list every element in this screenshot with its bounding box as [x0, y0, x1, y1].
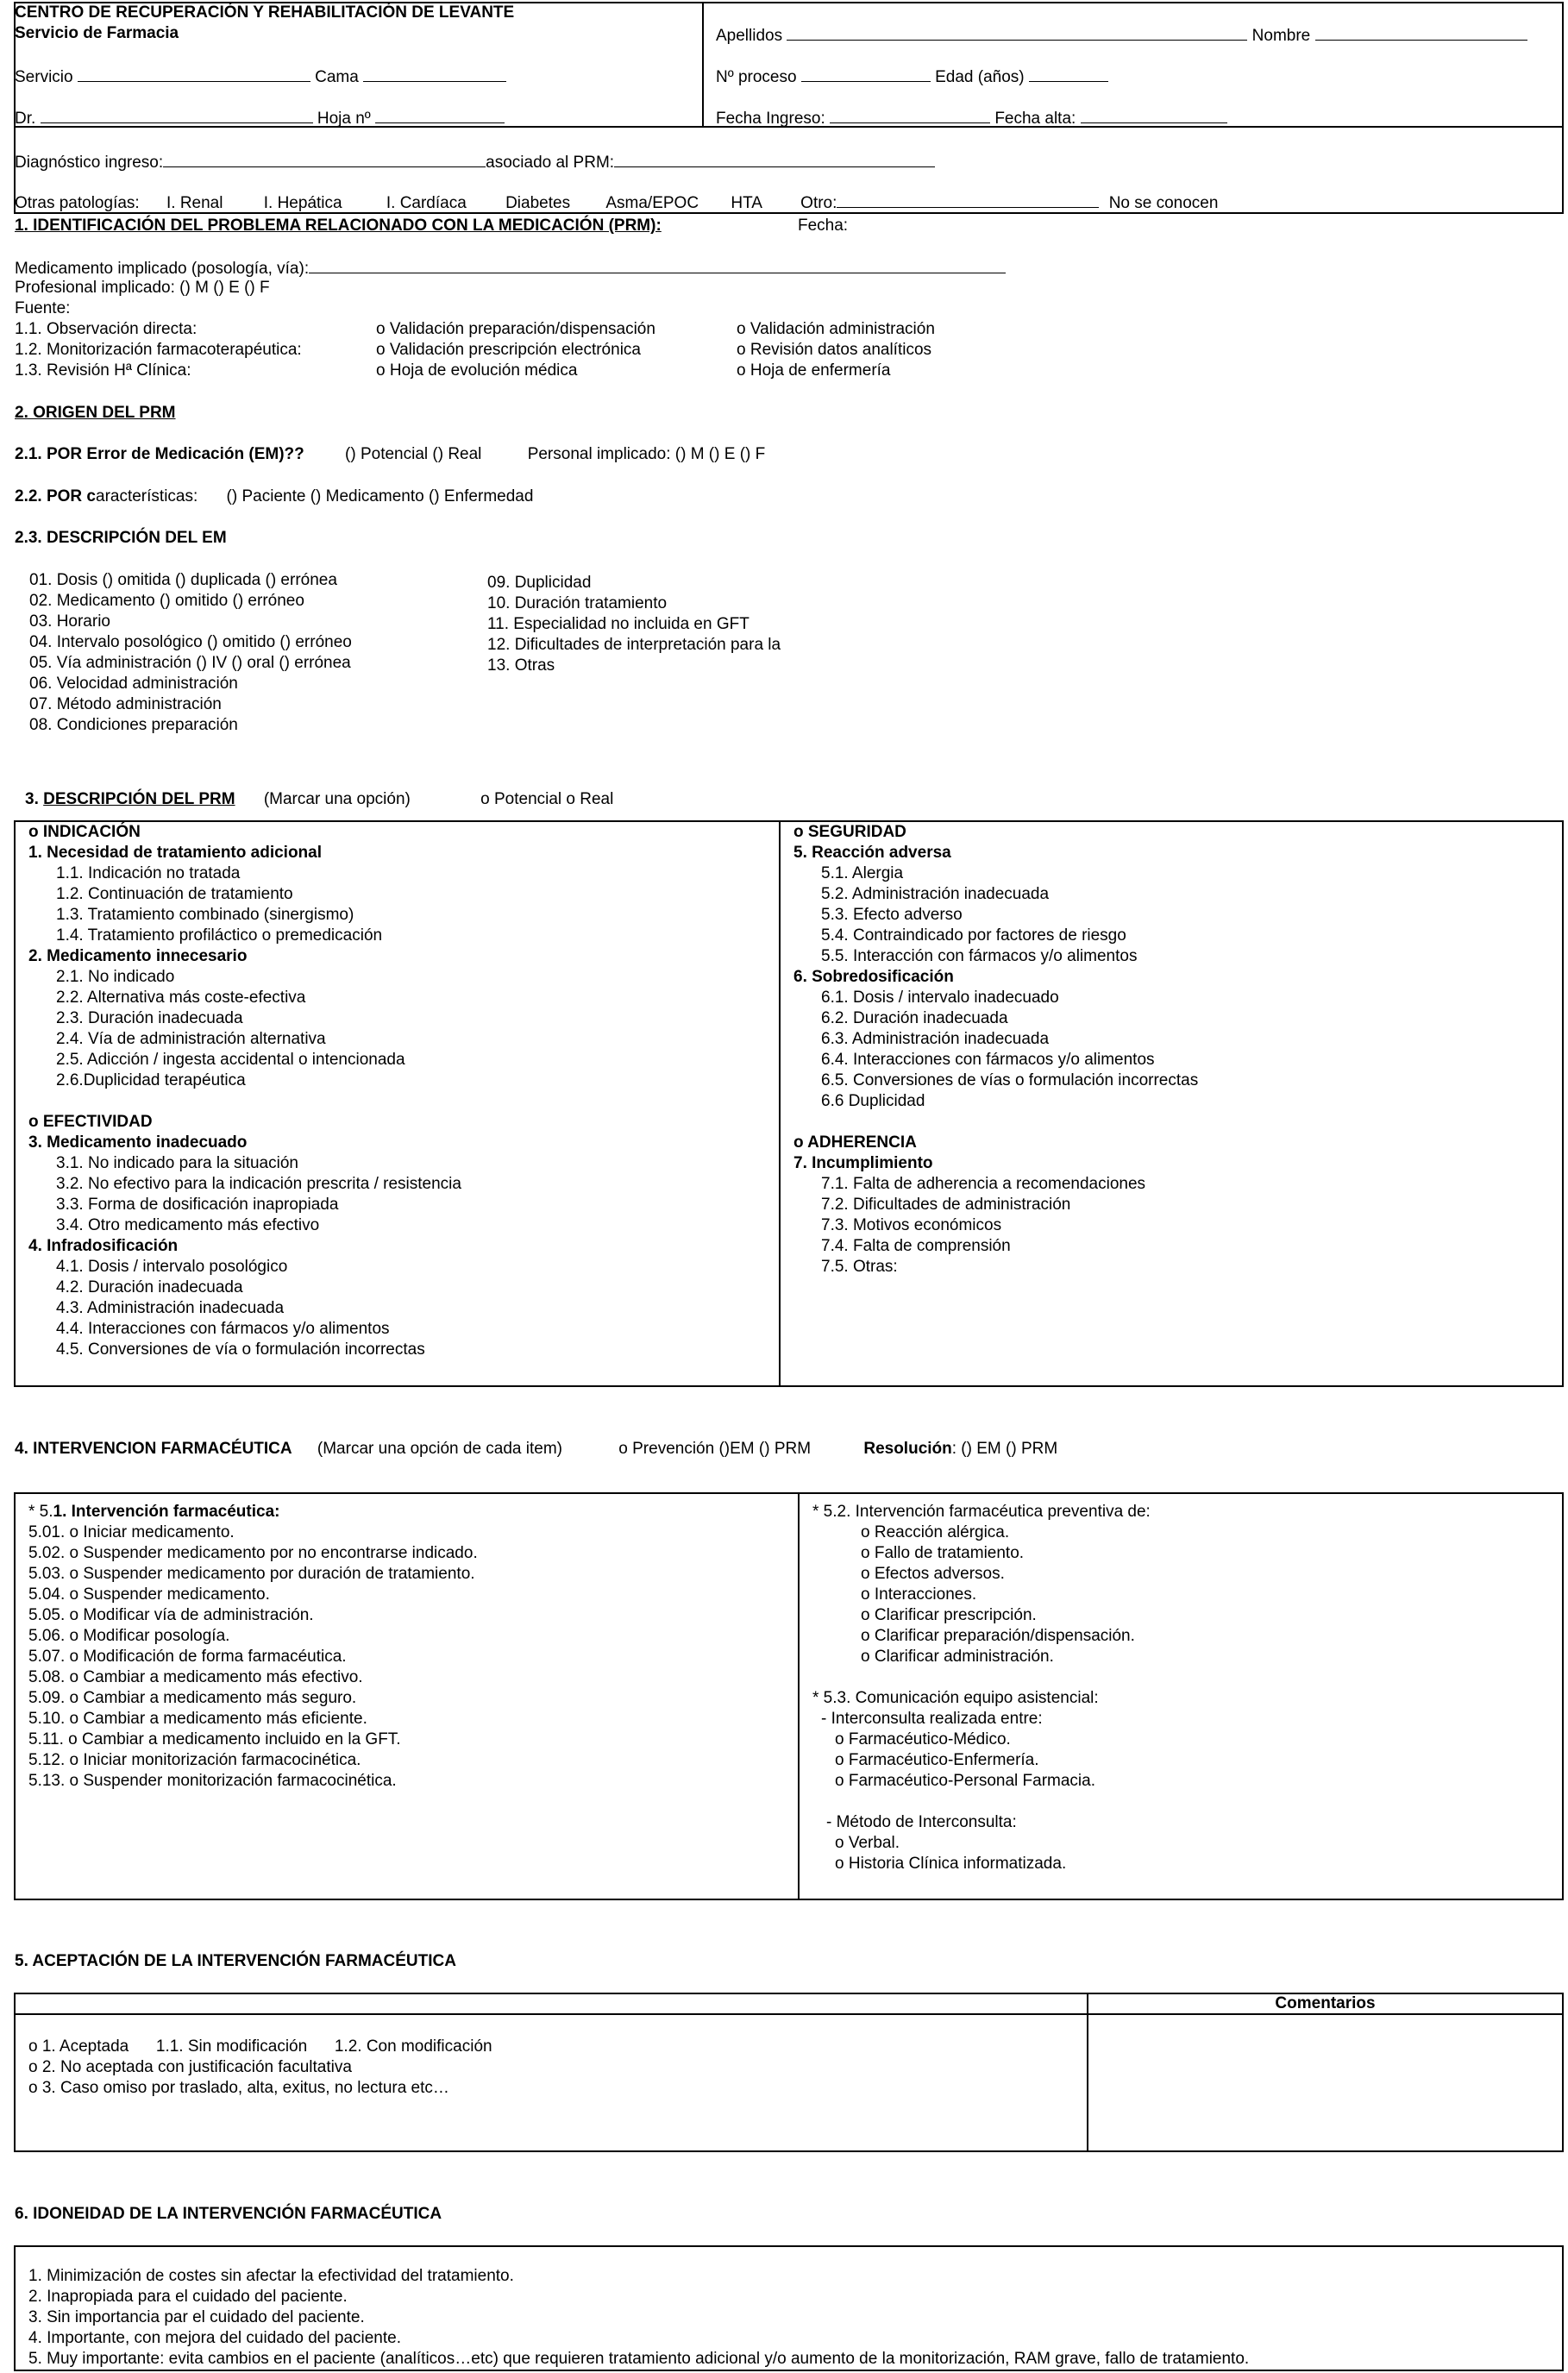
intervention-right [812, 1502, 1151, 1874]
prm-right-item-13[interactable]: 6.6 Duplicidad [821, 1092, 925, 1110]
resolucion-options: : () EM () PRM [951, 1440, 1058, 1458]
dr-line [41, 107, 313, 123]
int-5-01[interactable]: 5.01. o Iniciar medicamento. [28, 1523, 235, 1541]
section1-title: 1. IDENTIFICACIÓN DEL PROBLEMA RELACIONADO CON LA MEDICACIÓN (PRM): [15, 217, 662, 235]
section4-header [15, 1439, 1057, 1460]
fecha-alta-line [1081, 107, 1227, 123]
pat-diabetes[interactable]: Diabetes [505, 194, 571, 212]
int-5-07[interactable]: 5.07. o Modificación de forma farmacéutica. [28, 1648, 347, 1666]
comm-personal[interactable]: o Farmacéutico-Personal Farmacia. [835, 1772, 1095, 1790]
apellidos-field[interactable] [716, 24, 1527, 47]
prev-fallo[interactable]: o Fallo de tratamiento. [861, 1544, 1025, 1562]
method-head: - Método de Interconsulta: [826, 1813, 1017, 1831]
edad-label: Edad (años) [935, 68, 1025, 86]
hoja-line [375, 107, 505, 123]
prm-left-item-24[interactable]: 4.4. Interacciones con fármacos y/o alimentos [56, 1320, 390, 1338]
acceptance-options [28, 2037, 492, 2099]
servicio-label: Servicio [15, 68, 73, 86]
prev-reaccion[interactable]: o Reacción alérgica. [861, 1523, 1010, 1541]
section3-hint: (Marcar una opción) [263, 790, 411, 808]
diagnostico-field[interactable] [15, 151, 935, 173]
proceso-label: Nº proceso [716, 68, 797, 86]
prm-left-item-16[interactable]: 3.1. No indicado para la situación [56, 1154, 298, 1172]
fecha-ingreso-label: Fecha Ingreso: [716, 110, 825, 128]
prm-right-item-8[interactable]: 6.1. Dosis / intervalo inadecuado [821, 989, 1059, 1007]
profesional-row[interactable]: Profesional implicado: () M () E () F [15, 279, 270, 297]
prm-right-item-18[interactable]: 7.2. Dificultades de administración [821, 1196, 1071, 1214]
section3-title: DESCRIPCIÓN DEL PRM [43, 790, 235, 808]
intervention-left [28, 1502, 478, 1792]
prm-right-item-5[interactable]: 5.4. Contraindicado por factores de riesgo [821, 926, 1126, 945]
resolucion-label: Resolución [863, 1440, 952, 1458]
section5-title: 5. ACEPTACIÓN DE LA INTERVENCIÓN FARMACÉUTICA [15, 1952, 456, 1970]
prm-left-item-1: 1. Necesidad de tratamiento adicional [28, 844, 322, 862]
em-10[interactable]: 10. Duración tratamiento [487, 594, 668, 612]
diagnostico-line [163, 151, 486, 167]
prm-right-item-19[interactable]: 7.3. Motivos económicos [821, 1216, 1002, 1234]
pat-cardiaca[interactable]: I. Cardíaca [386, 194, 467, 212]
apellidos-line [787, 24, 1247, 41]
fuente-col-1 [15, 319, 302, 381]
intervention-divider [798, 1492, 800, 1900]
accept-aceptada[interactable]: o 1. Aceptada 1.1. Sin modificación 1.2. Con modificación [28, 2037, 492, 2056]
prev-efectos[interactable]: o Efectos adversos. [861, 1565, 1005, 1583]
comm-medico[interactable]: o Farmacéutico-Médico. [835, 1730, 1011, 1748]
prm-left-item-18[interactable]: 3.3. Forma de dosificación inapropiada [56, 1196, 339, 1214]
dr-label: Dr. [15, 110, 36, 128]
int-5-13[interactable]: 5.13. o Suspender monitorización farmacocinética. [28, 1772, 397, 1790]
prm-left-item-25[interactable]: 4.5. Conversiones de vía o formulación incorrectas [56, 1340, 425, 1359]
section1-fecha: Fecha: [798, 217, 849, 235]
int-5-03[interactable]: 5.03. o Suspender medicamento por duración de tratamiento. [28, 1565, 475, 1583]
em-11[interactable]: 11. Especialidad no incluida en GFT [487, 615, 750, 633]
head-a: * 5. [28, 1503, 53, 1521]
prm-right-item-11[interactable]: 6.4. Interacciones con fármacos y/o alimentos [821, 1051, 1155, 1069]
pat-no-se-conocen[interactable]: No se conocen [1108, 194, 1219, 212]
opt-validacion-preparacion[interactable]: o Validación preparación/dispensación [376, 320, 655, 338]
em-07[interactable]: 07. Método administración [29, 695, 222, 713]
cama-label: Cama [315, 68, 359, 86]
options-2-2[interactable]: () Paciente () Medicamento () Enfermedad [226, 487, 534, 505]
section4-prevencion[interactable]: o Prevención ()EM () PRM [618, 1440, 812, 1458]
prm-right-item-2[interactable]: 5.1. Alergia [821, 864, 904, 882]
prm-left-item-9[interactable]: 2.3. Duración inadecuada [56, 1009, 243, 1027]
prm-left-item-23[interactable]: 4.3. Administración inadecuada [56, 1299, 285, 1317]
prm-left-item-6: 2. Medicamento innecesario [28, 947, 248, 965]
int-5-10[interactable]: 5.10. o Cambiar a medicamento más eficiente. [28, 1710, 367, 1728]
section4-resolucion[interactable] [863, 1440, 1057, 1458]
fuente-1-1: 1.1. Observación directa: [15, 320, 198, 338]
label-2-2-bold: 2.2. POR c [15, 487, 96, 505]
section2-title: 2. ORIGEN DEL PRM [15, 404, 176, 422]
prm-left-item-15: 3. Medicamento inadecuado [28, 1133, 248, 1152]
int-5-08[interactable]: 5.08. o Cambiar a medicamento más efectivo. [28, 1668, 363, 1686]
servicio-field[interactable] [15, 66, 506, 88]
prm-left-item-5[interactable]: 1.4. Tratamiento profiláctico o premedicación [56, 926, 383, 945]
prm-right-item-9[interactable]: 6.2. Duración inadecuada [821, 1009, 1008, 1027]
prm-left-item-4[interactable]: 1.3. Tratamiento combinado (sinergismo) [56, 906, 354, 924]
opt-validacion-administracion[interactable]: o Validación administración [737, 320, 935, 338]
prm-right-item-21[interactable]: 7.5. Otras: [821, 1258, 898, 1276]
int-5-09[interactable]: 5.09. o Cambiar a medicamento más seguro. [28, 1689, 357, 1707]
row-2-2 [15, 487, 533, 507]
int-5-02[interactable]: 5.02. o Suspender medicamento por no encontrarse indicado. [28, 1544, 478, 1562]
pat-asma[interactable]: Asma/EPOC [605, 194, 699, 212]
prm-divider [779, 820, 781, 1387]
prm-left-item-7[interactable]: 2.1. No indicado [56, 968, 175, 986]
opt-validacion-prescripcion[interactable]: o Validación prescripción electrónica [376, 341, 641, 359]
prm-right-item-17[interactable]: 7.1. Falta de adherencia a recomendaciones [821, 1175, 1146, 1193]
em-01[interactable]: 01. Dosis () omitida () duplicada () errónea [29, 571, 337, 589]
asociado-line [614, 151, 935, 167]
preventiva-head: * 5.2. Intervención farmacéutica preventiva de: [812, 1503, 1151, 1521]
prm-left-item-2[interactable]: 1.1. Indicación no tratada [56, 864, 241, 882]
spacer [812, 1667, 1151, 1688]
apellidos-label: Apellidos [716, 27, 783, 45]
prm-right-item-16: 7. Incumplimiento [793, 1154, 933, 1172]
row-2-1 [15, 444, 765, 465]
prm-right-item-7: 6. Sobredosificación [793, 968, 954, 986]
section3-num: 3. [25, 790, 39, 808]
prm-left-item-22[interactable]: 4.2. Duración inadecuada [56, 1278, 243, 1296]
prm-left-item-3[interactable]: 1.2. Continuación de tratamiento [56, 885, 293, 903]
prm-left-item-8[interactable]: 2.2. Alternativa más coste-efectiva [56, 989, 306, 1007]
hoja-label: Hoja nº [317, 110, 371, 128]
prm-right-column [793, 822, 1198, 1278]
edad-line [1029, 66, 1108, 82]
int-5-11[interactable]: 5.11. o Cambiar a medicamento incluido en la GFT. [28, 1730, 401, 1748]
prm-right-item-3[interactable]: 5.2. Administración inadecuada [821, 885, 1050, 903]
idoneidad-list [28, 2266, 1249, 2370]
int-5-04[interactable]: 5.04. o Suspender medicamento. [28, 1585, 270, 1604]
label-2-1: 2.1. POR Error de Medicación (EM)?? [15, 445, 304, 463]
prev-interacciones[interactable]: o Interacciones. [861, 1585, 977, 1604]
pat-renal[interactable]: I. Renal [166, 194, 223, 212]
prm-left-item-12[interactable]: 2.6.Duplicidad terapéutica [56, 1071, 246, 1089]
prm-left-item-21[interactable]: 4.1. Dosis / intervalo posológico [56, 1258, 288, 1276]
prm-right-item-15: o ADHERENCIA [793, 1133, 917, 1152]
em-02[interactable]: 02. Medicamento () omitido () erróneo [29, 592, 304, 610]
fecha-alta-label: Fecha alta: [994, 110, 1076, 128]
proceso-line [801, 66, 931, 82]
fuente-col-2 [376, 319, 655, 381]
prm-right-item-0: o SEGURIDAD [793, 823, 906, 841]
prm-left-item-14: o EFECTIVIDAD [28, 1113, 153, 1131]
prm-left-item-10[interactable]: 2.4. Vía de administración alternativa [56, 1030, 326, 1048]
otras-label: Otras patologías: [15, 194, 140, 212]
head-b: 1. Intervención farmacéutica: [53, 1503, 280, 1521]
em-13[interactable]: 13. Otras [487, 656, 555, 675]
nombre-label: Nombre [1251, 27, 1311, 45]
prm-right-item-4[interactable]: 5.3. Efecto adverso [821, 906, 963, 924]
opt-hoja-evolucion[interactable]: o Hoja de evolución médica [376, 361, 578, 380]
diagnostico-label: Diagnóstico ingreso: [15, 154, 164, 172]
prm-right-item-14 [793, 1112, 1198, 1133]
idoneidad-2[interactable]: 2. Inapropiada para el cuidado del paciente. [28, 2288, 348, 2306]
center-name: CENTRO DE RECUPERACIÓN Y REHABILITACIÓN DE LEVANTE [15, 3, 515, 22]
label-2-3: 2.3. DESCRIPCIÓN DEL EM [15, 529, 227, 547]
asociado-label: asociado al PRM: [486, 154, 615, 172]
servicio-line [78, 66, 310, 82]
prev-clar-administracion[interactable]: o Clarificar administración. [861, 1648, 1054, 1666]
accept-caso-omiso[interactable]: o 3. Caso omiso por traslado, alta, exitus, no lectura etc… [28, 2079, 449, 2097]
prev-clar-preparacion[interactable]: o Clarificar preparación/dispensación. [861, 1627, 1135, 1645]
prm-right-item-10[interactable]: 6.3. Administración inadecuada [821, 1030, 1050, 1048]
em-06[interactable]: 06. Velocidad administración [29, 675, 238, 693]
medicamento-label: Medicamento implicado (posología, vía): [15, 260, 310, 278]
options-2-1[interactable]: () Potencial () Real [345, 445, 482, 463]
em-08[interactable]: 08. Condiciones preparación [29, 716, 238, 734]
method-verbal[interactable]: o Verbal. [835, 1834, 900, 1852]
prm-left-item-0: o INDICACIÓN [28, 823, 141, 841]
em-03[interactable]: 03. Horario [29, 612, 110, 631]
comentarios-header: Comentarios [1275, 1994, 1376, 2012]
label-2-2: aracterísticas: [96, 487, 198, 505]
int-5-12[interactable]: 5.12. o Iniciar monitorización farmacocinética. [28, 1751, 361, 1769]
section3-header [25, 789, 613, 810]
prm-left-item-19[interactable]: 3.4. Otro medicamento más efectivo [56, 1216, 320, 1234]
otras-patologias-row [15, 191, 1218, 214]
comm-enfermeria[interactable]: o Farmacéutico-Enfermería. [835, 1751, 1039, 1769]
section4-hint: (Marcar una opción de cada item) [317, 1440, 562, 1458]
personal-2-1[interactable]: Personal implicado: () M () E () F [527, 445, 766, 463]
medicamento-line [309, 257, 1006, 273]
opt-revision-analiticos[interactable]: o Revisión datos analíticos [737, 341, 932, 359]
em-04[interactable]: 04. Intervalo posológico () omitido () erróneo [29, 633, 352, 651]
comm-interconsulta: - Interconsulta realizada entre: [821, 1710, 1043, 1728]
accept-no-aceptada[interactable]: o 2. No aceptada con justificación facultativa [28, 2058, 352, 2076]
proceso-field[interactable] [716, 66, 1108, 88]
prm-right-item-12[interactable]: 6.5. Conversiones de vías o formulación incorrectas [821, 1071, 1199, 1089]
prm-left-column [28, 822, 461, 1360]
spacer [812, 1792, 1151, 1812]
prev-clar-prescripcion[interactable]: o Clarificar prescripción. [861, 1606, 1037, 1624]
int-5-05[interactable]: 5.05. o Modificar vía de administración. [28, 1606, 314, 1624]
prm-right-item-1: 5. Reacción adversa [793, 844, 951, 862]
prm-right-item-6[interactable]: 5.5. Interacción con fármacos y/o alimentos [821, 947, 1138, 965]
nombre-line [1315, 24, 1527, 41]
em-09[interactable]: 09. Duplicidad [487, 574, 592, 592]
opt-hoja-enfermeria[interactable]: o Hoja de enfermería [737, 361, 891, 380]
cama-line [363, 66, 506, 82]
pat-hepatica[interactable]: I. Hepática [263, 194, 342, 212]
service-name: Servicio de Farmacia [15, 24, 179, 42]
idoneidad-5[interactable]: 5. Muy importante: evita cambios en el paciente (analíticos…etc) que requieren tratamiento adicional y/o aumento de la monitorización, RAM grave, fallo de tratamiento. [28, 2350, 1250, 2368]
header-divider [702, 2, 704, 128]
otro-line[interactable] [837, 191, 1099, 208]
prm-left-item-17[interactable]: 3.2. No efectivo para la indicación prescrita / resistencia [56, 1175, 461, 1193]
fuente-label: Fuente: [15, 299, 71, 317]
em-list-left [29, 570, 352, 736]
section4-title: 4. INTERVENCION FARMACÉUTICA [15, 1440, 292, 1458]
comm-head: * 5.3. Comunicación equipo asistencial: [812, 1689, 1099, 1707]
em-05[interactable]: 05. Vía administración () IV () oral () errónea [29, 654, 351, 672]
prm-left-item-20: 4. Infradosificación [28, 1237, 179, 1255]
intervention-left-head [28, 1502, 478, 1522]
em-list-right [487, 573, 781, 676]
pat-otro-label: Otro: [800, 194, 837, 212]
pat-hta[interactable]: HTA [731, 194, 762, 212]
comentarios-area[interactable] [1088, 2015, 1562, 2150]
em-12[interactable]: 12. Dificultades de interpretación para la [487, 636, 781, 654]
medicamento-field[interactable] [15, 257, 1006, 279]
idoneidad-4[interactable]: 4. Importante, con mejora del cuidado del paciente. [28, 2329, 401, 2347]
method-historia[interactable]: o Historia Clínica informatizada. [835, 1855, 1067, 1873]
fuente-1-3: 1.3. Revisión Hª Clínica: [15, 361, 191, 380]
section6-title: 6. IDONEIDAD DE LA INTERVENCIÓN FARMACÉUTICA [15, 2205, 442, 2223]
section3-option[interactable]: o Potencial o Real [480, 790, 614, 808]
prm-left-item-11[interactable]: 2.5. Adicción / ingesta accidental o intencionada [56, 1051, 405, 1069]
int-5-06[interactable]: 5.06. o Modificar posología. [28, 1627, 230, 1645]
fecha-ingreso-line [830, 107, 990, 123]
prm-right-item-20[interactable]: 7.4. Falta de comprensión [821, 1237, 1011, 1255]
prm-left-item-13 [28, 1091, 461, 1112]
idoneidad-3[interactable]: 3. Sin importancia par el cuidado del paciente. [28, 2308, 365, 2326]
idoneidad-1[interactable]: 1. Minimización de costes sin afectar la efectividad del tratamiento. [28, 2267, 514, 2285]
fuente-1-2: 1.2. Monitorización farmacoterapéutica: [15, 341, 302, 359]
fuente-col-3 [737, 319, 935, 381]
